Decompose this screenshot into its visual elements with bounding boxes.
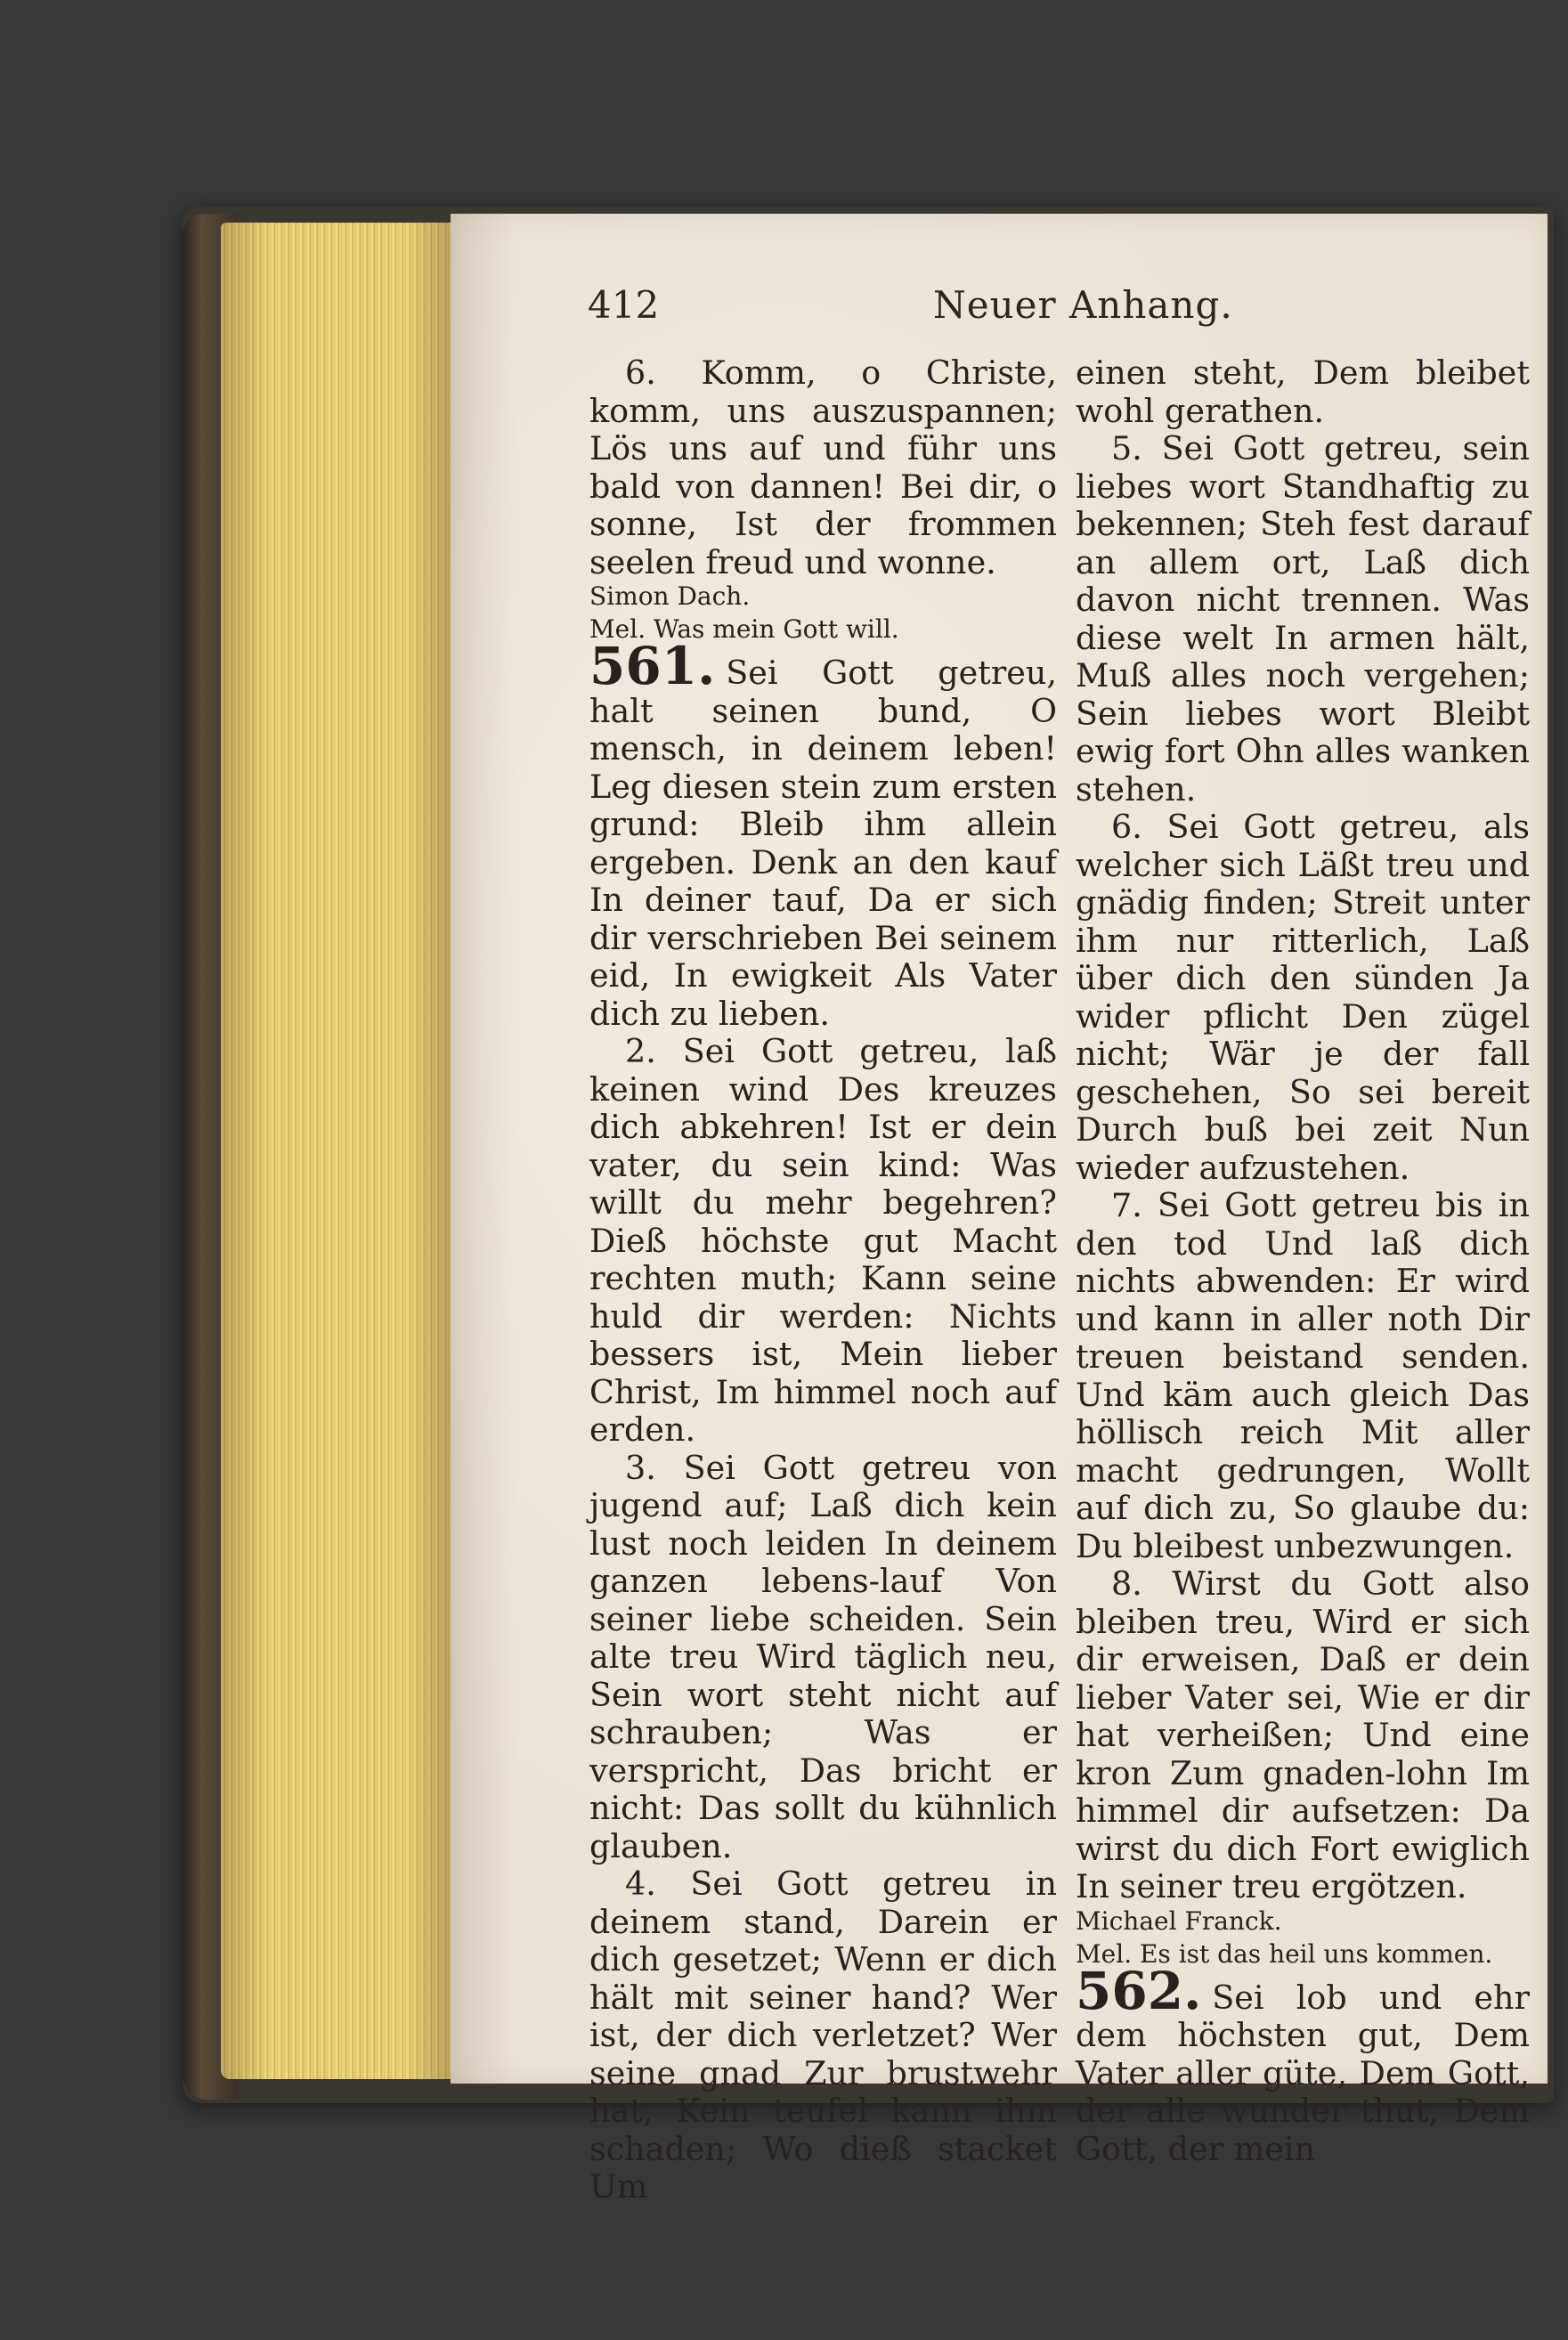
- hymn-561-verse-4: 4. Sei Gott getreu in deinem stand, Darein er dich gesetzet; Wenn er dich hält mit seiner hand? Wer ist, der dich verletzet? Wer seine gnad Zur brustwehr hat, Kein teufel kann ihm schaden; Wo dieß stacket Um: [589, 1865, 1057, 2206]
- stanza-6: 6. Komm, o Christe, komm, uns auszuspannen; Lös uns auf und führ uns bald von dannen! Bei dir, o sonne, Ist der frommen seelen freud und wonne.: [589, 353, 1057, 581]
- hymn-number-562: 562.: [1076, 1960, 1202, 2021]
- hymn-561-verse-1-text: Sei Gott getreu, halt seinen bund, O mensch, in deinem leben! Leg diesen stein zum ersten grund: Bleib ihm allein ergeben. Denk an den kauf In deiner tauf, Da er sich dir verschrieben Bei seinem eid, In ewigkeit Als Vater dich zu lieben.: [589, 654, 1057, 1033]
- author-michael-franck: Michael Franck.: [1076, 1905, 1282, 1936]
- hymn-561-verse-5: 5. Sei Gott getreu, sein liebes wort Standhaftig zu bekennen; Steh fest darauf an allem ort, Laß dich davon nicht trennen. Was diese welt In armen hält, Muß alles noch vergehen; Sein liebes wort Bleibt ewig fort Ohn alles wanken stehen.: [1076, 429, 1530, 808]
- hymn-561-verse-4-continued: einen steht, Dem bleibet wohl gerathen.: [1076, 353, 1530, 430]
- running-title: Neuer Anhang.: [933, 283, 1233, 327]
- gilded-page-edges: [221, 223, 454, 2079]
- hymn-561-verse-1: [589, 636, 1057, 1033]
- hymn-562-verse-1: [1076, 1960, 1530, 2169]
- hymn-561-verse-6: 6. Sei Gott getreu, als welcher sich Läßt treu und gnädig finden; Streit unter ihm nur ritterlich, Laß über dich den sünden Ja wider pflicht Den zügel nicht; Wär je der fall geschehen, So sei bereit Durch buß bei zeit Nun wieder aufzustehen.: [1076, 808, 1530, 1187]
- left-column: [589, 354, 1057, 2206]
- page-header: [588, 283, 1514, 337]
- hymn-561-verse-7: 7. Sei Gott getreu bis in den tod Und laß dich nichts abwenden: Er wird und kann in aller noth Dir treuen beistand senden. Und käm auch gleich Das höllisch reich Mit aller macht gedrungen, Wollt auf dich zu, So glaube du: Du bleibest unbezwungen.: [1076, 1186, 1530, 1565]
- hymn-561-verse-3: 3. Sei Gott getreu von jugend auf; Laß dich kein lust noch leiden In deinem ganzen lebens-lauf Von seiner liebe scheiden. Sein alte treu Wird täglich neu, Sein wort steht nicht auf schrauben; Was er verspricht, Das bricht er nicht: Das sollt du kühnlich glauben.: [589, 1448, 1057, 1865]
- hymn-562-verse-1-text: Sei lob und ehr dem höchsten gut, Dem Vater aller güte, Dem Gott, der alle wunder thut, Dem Gott, der mein: [1076, 1978, 1530, 2168]
- hymn-561-verse-2: 2. Sei Gott getreu, laß keinen wind Des kreuzes dich abkehren! Ist er dein vater, du sein kind: Was willt du mehr begehren? Dieß höchste gut Macht rechten muth; Kann seine huld dir werden: Nichts bessers ist, Mein lieber Christ, Im himmel noch auf erden.: [589, 1032, 1057, 1449]
- page-number: 412: [588, 283, 660, 327]
- hymn-561-verse-8: 8. Wirst du Gott also bleiben treu, Wird er sich dir erweisen, Daß er dein lieber Vater sei, Wie er dir hat verheißen; Und eine kron Zum gnaden-lohn Im himmel dir aufsetzen: Da wirst du dich Fort ewiglich In seiner treu ergötzen.: [1076, 1564, 1530, 1905]
- right-column: [1076, 354, 1530, 2168]
- author-simon-dach: Simon Dach.: [589, 581, 751, 611]
- melody-562: Mel. Es ist das heil uns kommen.: [1076, 1938, 1493, 1969]
- melody-561: Mel. Was mein Gott will.: [589, 614, 899, 644]
- hymn-number-561: 561.: [589, 636, 716, 696]
